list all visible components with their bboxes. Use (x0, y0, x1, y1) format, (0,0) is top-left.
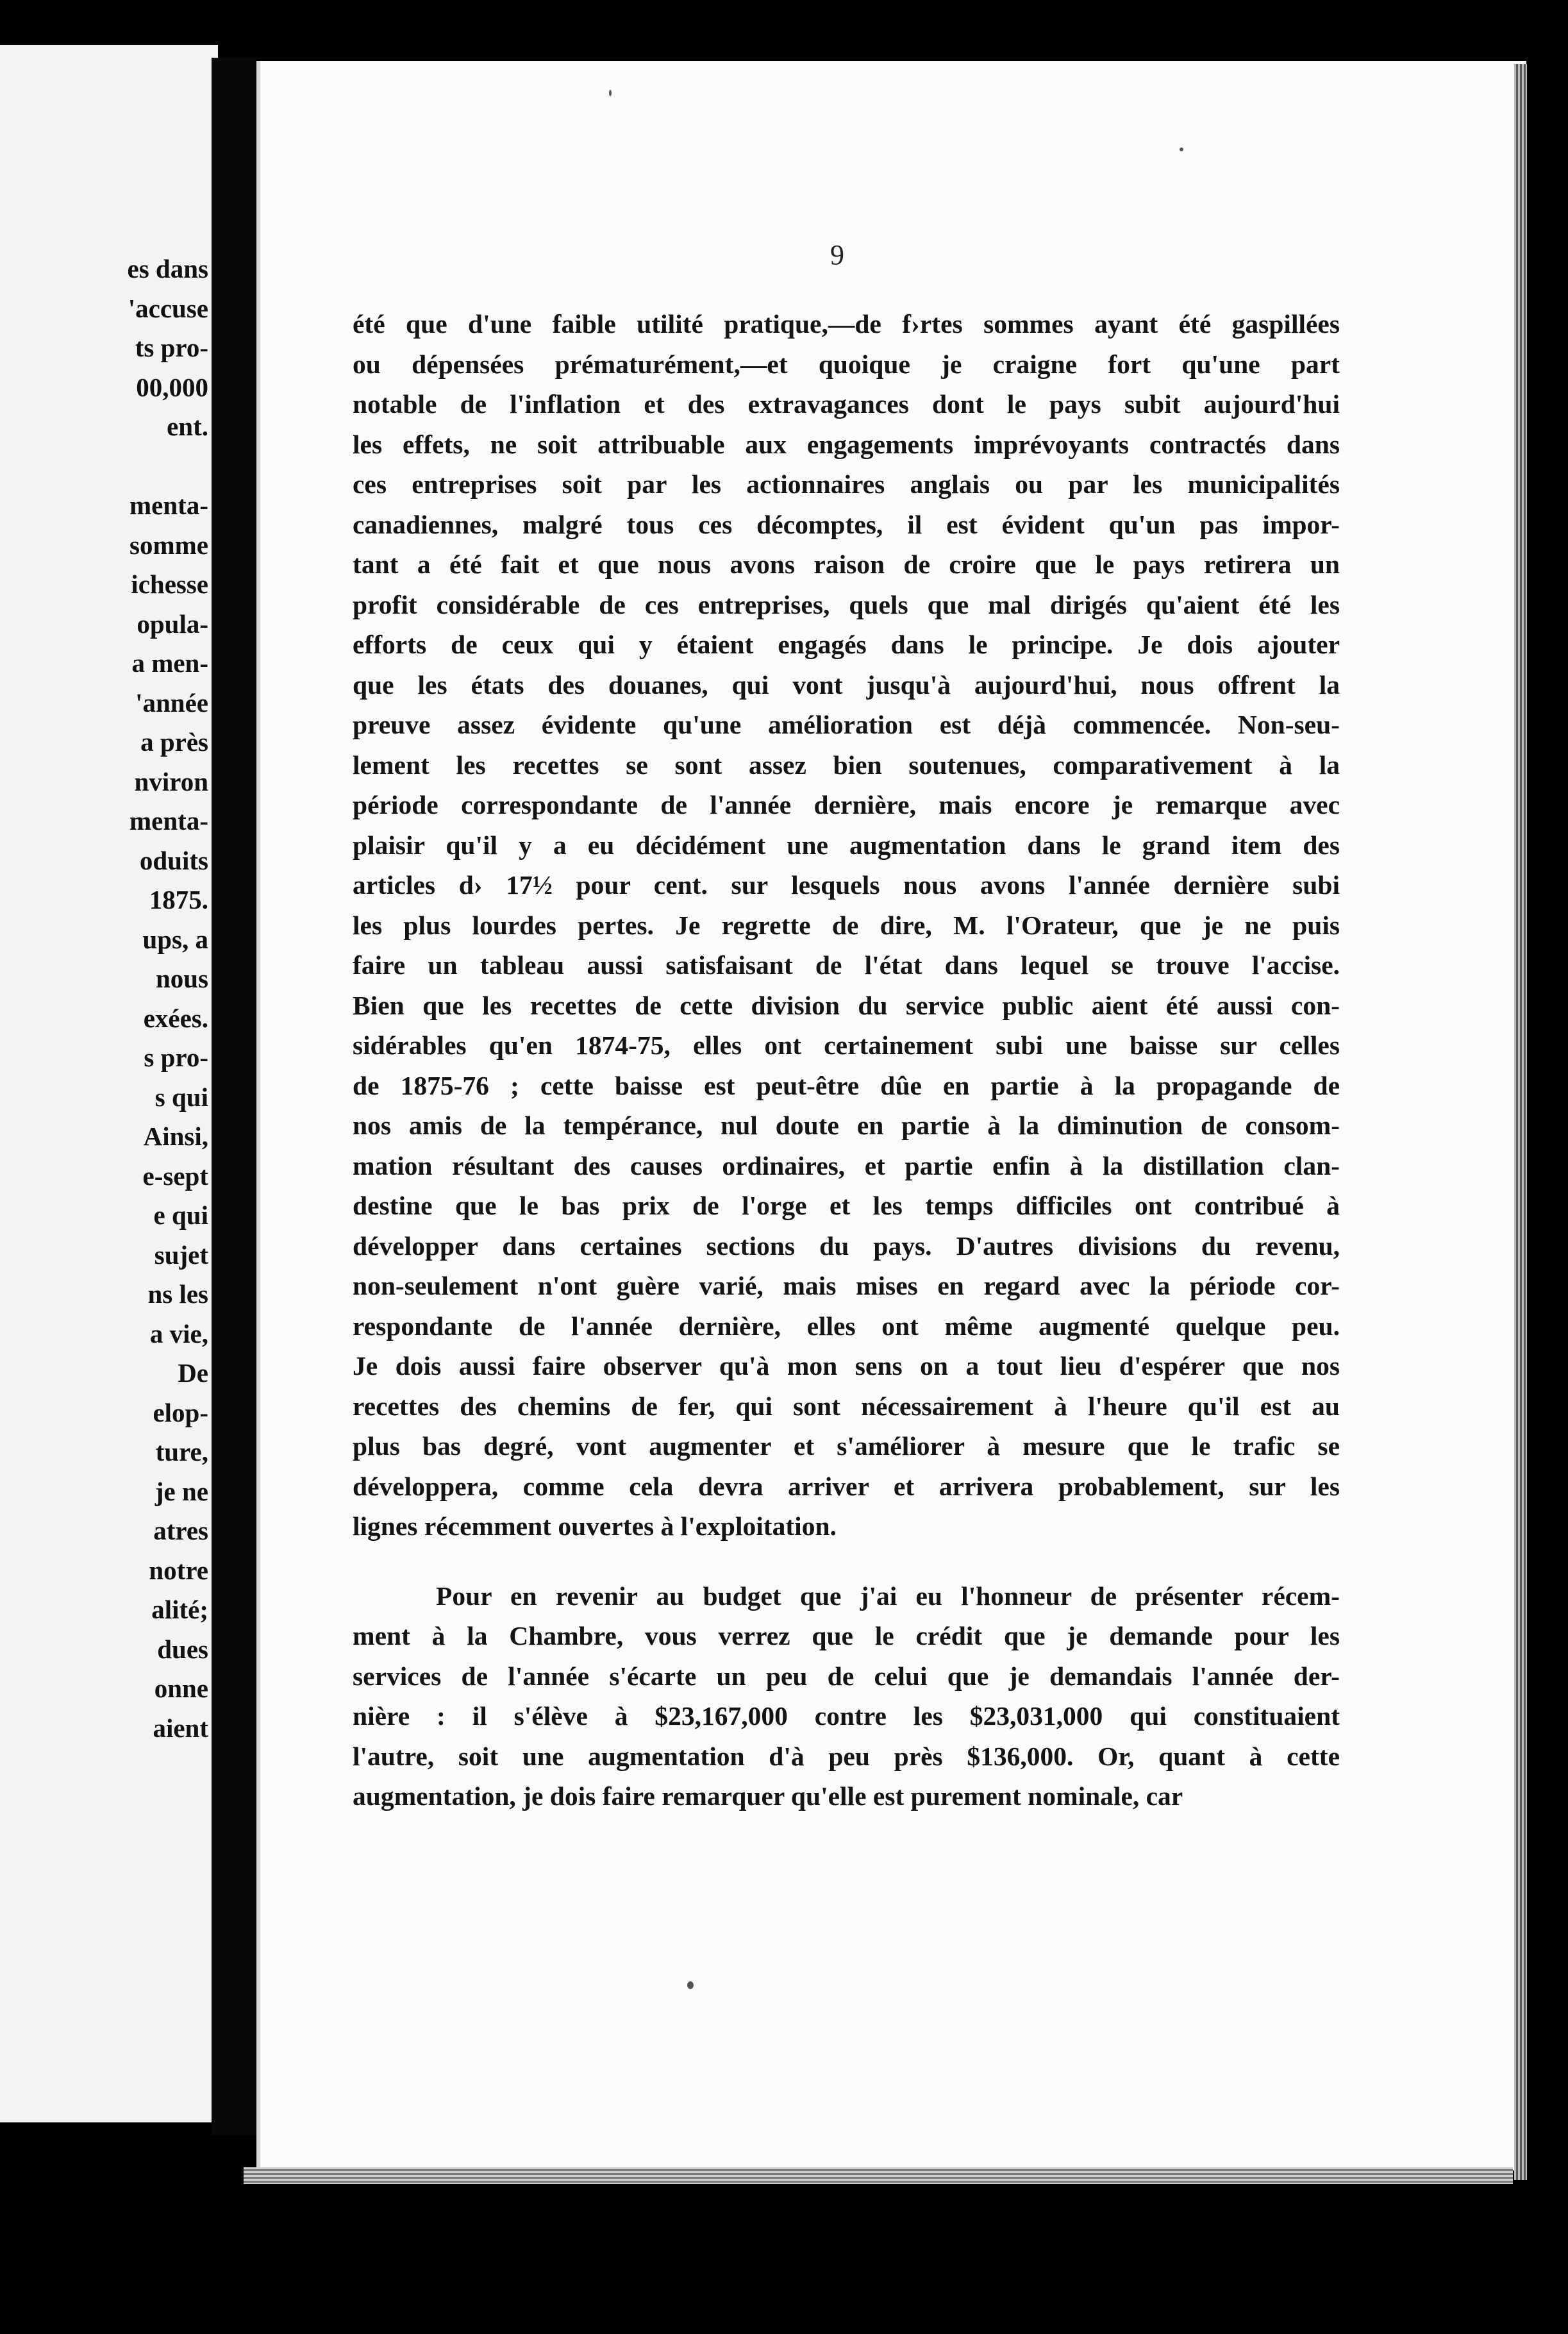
left-page-line: ns les (147, 1279, 208, 1309)
left-page-line: s qui (154, 1082, 208, 1112)
left-page-line: a vie, (149, 1318, 208, 1348)
text-line: période correspondante de l'année dernière, mais encore je remarque avec (353, 790, 1340, 819)
paragraph-1 (353, 304, 1340, 1547)
text-line: nière : il s'élève à $23,167,000 contre les $23,031,000 qui constituaient (353, 1701, 1340, 1731)
page-edge-bottom (244, 2167, 1513, 2184)
text-line: plus bas degré, vont augmenter et s'améliorer à mesure que le trafic se (353, 1431, 1340, 1461)
left-page-line: a près (140, 727, 208, 757)
text-line: services de l'année s'écarte un peu de celui que je demandais l'année der- (353, 1661, 1340, 1691)
text-line: canadiennes, malgré tous ces décomptes, il est évident qu'un pas impor- (353, 509, 1340, 539)
left-page-line: notre (149, 1555, 208, 1585)
left-page-line: 1875. (149, 885, 208, 914)
left-page-line: menta- (129, 491, 208, 520)
text-line: notable de l'inflation et des extravagances dont le pays subit aujourd'hui (353, 389, 1340, 419)
book-gutter (212, 58, 256, 2135)
page-number: 9 (830, 239, 844, 271)
page-edge-right (1514, 64, 1527, 2180)
left-page-line: 00,000 (136, 372, 208, 402)
left-page-fragment (0, 45, 218, 2122)
text-line: que les états des douanes, qui vont jusqu'à aujourd'hui, nous offrent la (353, 669, 1340, 700)
left-page-line: oduits (139, 845, 208, 875)
left-page-line: ture, (155, 1437, 208, 1466)
left-page-line: nviron (134, 766, 208, 796)
left-page-line: opula- (137, 609, 208, 639)
text-line: plaisir qu'il y a eu décidément une augmentation dans le grand item des (353, 830, 1340, 860)
text-line: articles d› 17½ pour cent. sur lesquels nous avons l'année dernière subi (353, 870, 1340, 900)
left-page-line: atres (153, 1516, 208, 1545)
text-line: les effets, ne soit attribuable aux engagements imprévoyants contractés dans (353, 429, 1340, 459)
left-page-line: dues (157, 1634, 208, 1664)
left-page-line: nous (155, 964, 208, 993)
left-page-line: Ainsi, (143, 1121, 208, 1151)
text-line: lement les recettes se sont assez bien soutenues, comparativement à la (353, 750, 1340, 780)
left-page-line: somme (129, 530, 208, 560)
text-line: preuve assez évidente qu'une amélioration est déjà commencée. Non-seu- (353, 710, 1340, 739)
ink-speck (609, 90, 612, 96)
left-page-line: De (178, 1358, 208, 1388)
text-line: faire un tableau aussi satisfaisant de l'état dans lequel se trouve l'accise. (353, 950, 1340, 980)
text-line: destine que le bas prix de l'orge et les temps difficiles ont contribué à (353, 1191, 1340, 1220)
text-line: efforts de ceux qui y étaient engagés dans le principe. Je dois ajouter (353, 630, 1340, 659)
text-line: lignes récemment ouvertes à l'exploitation. (353, 1511, 837, 1541)
left-page-line: menta- (129, 806, 208, 835)
text-line: ment à la Chambre, vous verrez que le crédit que je demande pour les (353, 1621, 1340, 1650)
left-page-line: a men- (131, 648, 208, 678)
left-page-line: aient (153, 1713, 208, 1743)
left-page-line: elop- (153, 1397, 208, 1427)
text-line: profit considérable de ces entreprises, quels que mal dirigés qu'aient été les (353, 589, 1340, 619)
left-page-line: ent. (167, 412, 208, 441)
text-line: respondante de l'année dernière, elles ont même augmenté quelque peu. (353, 1311, 1340, 1341)
text-line: développera, comme cela devra arriver et arrivera probablement, sur les (353, 1471, 1340, 1501)
text-line: l'autre, soit une augmentation d'à peu près $136,000. Or, quant à cette (353, 1741, 1340, 1771)
text-line: de 1875-76 ; cette baisse est peut-être dûe en partie à la propagande de (353, 1070, 1340, 1100)
left-page-line: onne (154, 1674, 208, 1703)
text-line: augmentation, je dois faire remarquer qu'elle est purement nominale, car (353, 1781, 1183, 1811)
left-page-line: ups, a (142, 924, 208, 954)
text-line: les plus lourdes pertes. Je regrette de dire, M. l'Orateur, que je ne puis (353, 910, 1340, 940)
text-line: mation résultant des causes ordinaires, et partie enfin à la distillation clan- (353, 1150, 1340, 1180)
left-page-line: je ne (154, 1476, 208, 1506)
left-page-line: 'accuse (128, 293, 208, 323)
text-line: Pour en revenir au budget que j'ai eu l'honneur de présenter récem- (436, 1581, 1340, 1611)
text-line: été que d'une faible utilité pratique,—de f›rtes sommes ayant été gaspillées (353, 309, 1340, 339)
text-line: ces entreprises soit par les actionnaires anglais ou par les municipalités (353, 469, 1340, 499)
text-line: ou dépensées prématurément,—et quoique je craigne fort qu'une part (353, 349, 1340, 379)
left-page-line: alité; (151, 1595, 208, 1624)
text-line: développer dans certaines sections du pays. D'autres divisions du revenu, (353, 1230, 1340, 1261)
paragraph-2 (353, 1576, 1340, 1817)
text-line: non-seulement n'ont guère varié, mais mises en regard avec la période cor- (353, 1271, 1340, 1300)
left-page-line: e qui (153, 1200, 208, 1230)
ink-speck (687, 1981, 694, 1989)
left-page-line: ts pro- (135, 333, 208, 362)
left-page-line: s pro- (144, 1043, 208, 1072)
text-line: tant a été fait et que nous avons raison de croire que le pays retirera un (353, 550, 1340, 579)
text-line: Bien que les recettes de cette division du service public aient été aussi con- (353, 990, 1340, 1020)
ink-speck (1180, 147, 1183, 151)
text-line: nos amis de la tempérance, nul doute en partie à la diminution de consom- (353, 1111, 1340, 1140)
left-page-line: e-sept (142, 1161, 208, 1191)
body-text (353, 304, 1340, 1817)
left-page-line: ichesse (131, 569, 208, 599)
left-page-line: es dans (127, 254, 208, 283)
text-line: sidérables qu'en 1874-75, elles ont certainement subi une baisse sur celles (353, 1030, 1340, 1060)
text-line: recettes des chemins de fer, qui sont nécessairement à l'heure qu'il est au (353, 1391, 1340, 1421)
left-page-line: sujet (154, 1239, 208, 1270)
left-page-line: exées. (143, 1003, 208, 1033)
text-line: Je dois aussi faire observer qu'à mon sens on a tout lieu d'espérer que nos (353, 1351, 1340, 1381)
left-page-line: 'année (135, 687, 208, 718)
